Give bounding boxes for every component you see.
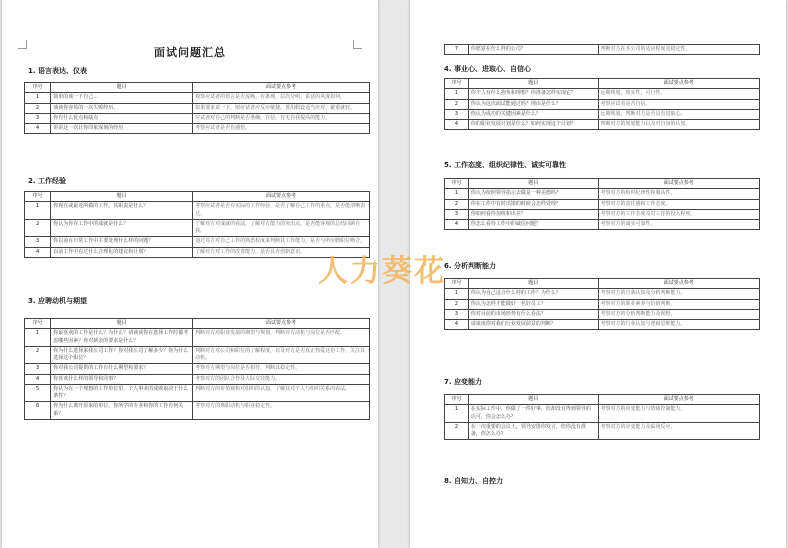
table-header-row — [445, 179, 760, 189]
table-row — [445, 299, 760, 309]
section-heading-6: 6. 分析判断能力 — [444, 262, 496, 270]
focus-cell: 考察对方期望与岗位是否相符，判断其稳定性。 — [193, 364, 370, 374]
table-row — [445, 89, 760, 99]
row-number: 4 — [445, 320, 469, 330]
question-cell: 你对我公司提供的工作有什么期望和要求？ — [51, 364, 193, 374]
header-question: 题目 — [468, 179, 598, 189]
header-no: 序号 — [445, 279, 469, 289]
section-heading-1: 1. 语言表达、仪表 — [28, 67, 87, 75]
section-heading-7: 7. 应变能力 — [444, 378, 482, 386]
question-cell: 谈谈你容易的一次失败经历。 — [51, 103, 193, 113]
table-header-row — [25, 83, 370, 93]
row-number: 2 — [25, 219, 51, 237]
row-number: 4 — [445, 120, 469, 130]
row-number: 3 — [25, 364, 51, 374]
row-number: 1 — [25, 93, 51, 103]
row-number: 1 — [25, 329, 51, 347]
table-row — [25, 202, 370, 220]
header-focus: 面试要点参考 — [193, 192, 370, 202]
focus-cell: 通过对方对自己工作的熟悉程度来判断其工作能力，是否与所应聘职位吻合。 — [193, 237, 370, 247]
question-cell: 你认为按照领导指示去做是一种美德吗？ — [468, 189, 598, 199]
header-no: 序号 — [25, 192, 51, 202]
focus-cell: 考察对方的组织纪律性和服从性。 — [598, 189, 760, 199]
focus-cell: 判断对方的规划能力以及对自身的认知。 — [598, 120, 760, 130]
question-cell: 你为什么选择来我公司工作？你对我公司了解多少？你为什么选择这个职位？ — [51, 346, 193, 364]
row-number: 2 — [25, 346, 51, 364]
question-cell: 你喜欢什么样的领导和同事？ — [51, 374, 193, 384]
question-cell: 你认为自己适合什么样的工作？为什么？ — [468, 289, 598, 299]
question-cell: 你如何看待加班和出差？ — [468, 209, 598, 219]
table-row — [445, 120, 760, 130]
row-number: 1 — [445, 289, 469, 299]
table-row — [445, 189, 760, 199]
header-focus: 面试要点参考 — [598, 179, 760, 189]
question-cell: 请谈谈你对我们行业发展前景的判断？ — [468, 320, 598, 330]
question-cell: 你愿意在什么样的公司？ — [468, 45, 598, 55]
question-cell: 简单的谈一下自己… — [51, 93, 193, 103]
question-cell: 你对目前的市场形势有什么看法？ — [468, 309, 598, 319]
focus-cell: 考察应试者是否自信。 — [598, 99, 760, 109]
header-question: 题目 — [51, 319, 193, 329]
focus-cell: 远期规划，判断对方是否具有进取心。 — [598, 109, 760, 119]
question-cell: 以前工作中有过什么合理化的建议和计划？ — [51, 247, 193, 257]
focus-cell: 观察应试者的语言是否流畅，有条理，层次分明，讲话的风度如何。 — [193, 93, 370, 103]
row-number: 4 — [25, 374, 51, 384]
row-number: 1 — [25, 202, 51, 220]
table-row — [445, 99, 760, 109]
table-row — [25, 124, 370, 134]
question-cell: 你的职业发展计划是什么？如何实现这个计划？ — [468, 120, 598, 130]
row-number: 3 — [445, 109, 469, 119]
header-no: 序号 — [445, 395, 469, 405]
focus-cell: 考察对方的工作态度及对工作的投入程度。 — [598, 209, 760, 219]
table-row — [25, 374, 370, 384]
focus-cell: 考察对方的职业素养与价值判断。 — [598, 299, 760, 309]
focus-cell: 考察对方的应变能力及临场反应。 — [598, 422, 760, 440]
table-row — [25, 219, 370, 237]
table-row — [25, 329, 370, 347]
row-number: 2 — [445, 199, 469, 209]
table-row — [25, 93, 370, 103]
table-row — [25, 384, 370, 402]
focus-cell: 判断对方对公司和职位的了解程度，以及对方是否真正热爱这份工作，关注其动机。 — [193, 346, 370, 364]
focus-cell: 了解对方对工作的改善能力，是否具有创新意识。 — [193, 247, 370, 257]
question-table-6 — [444, 278, 760, 330]
header-question: 题目 — [468, 279, 598, 289]
header-focus: 面试要点参考 — [193, 83, 370, 93]
table-row — [25, 364, 370, 374]
row-number: 4 — [25, 124, 51, 134]
question-table-3 — [24, 318, 370, 420]
table-row — [445, 289, 760, 299]
focus-cell: 考察对方的分析判断能力及视野。 — [598, 309, 760, 319]
section-heading-2: 2. 工作经验 — [28, 177, 66, 185]
header-focus: 面试要点参考 — [598, 79, 760, 89]
row-number: 3 — [445, 209, 469, 219]
row-number: 1 — [445, 189, 469, 199]
table-header-row — [445, 395, 760, 405]
row-number: 2 — [25, 103, 51, 113]
table-row — [25, 402, 370, 420]
header-no: 序号 — [25, 83, 51, 93]
focus-cell: 应试者对自己的判断是否准确，自信，有无自我提高的能力。 — [193, 113, 370, 123]
section-heading-5: 5. 工作态度、组织纪律性、诚实可靠性 — [444, 161, 566, 169]
question-cell: 在一次重要的会议上，领导安排你发言，但你没有准备，你怎么办？ — [468, 422, 598, 440]
document-title: 面试问题汇总 — [154, 46, 226, 59]
table-row — [445, 405, 760, 423]
question-cell: 你现在或最近所做的工作，其职责是什么？ — [51, 202, 193, 220]
question-table-5 — [444, 178, 760, 230]
row-number: 2 — [445, 99, 469, 109]
header-no: 序号 — [445, 79, 469, 89]
row-number: 4 — [445, 220, 469, 230]
header-question: 题目 — [468, 395, 598, 405]
focus-cell: 远期规划，现实性，可行性。 — [598, 89, 760, 99]
question-cell: 你有什么优点和缺点 — [51, 113, 193, 123]
row-number: 2 — [445, 422, 469, 440]
focus-cell: 考察应试者是否有实际的工作经验，是否了解自己工作的重点，是否能清晰表达。 — [193, 202, 370, 220]
question-cell: 你在工作中有时出错的时候会怎样处理？ — [468, 199, 598, 209]
focus-cell: 考察应试者是否有感悟。 — [193, 124, 370, 134]
question-cell: 你认为怎样才能做好一名好员工？ — [468, 299, 598, 309]
focus-cell: 如果要求说一下，则应试者应反应敏捷，善用假设适当应对，避重就轻。 — [193, 103, 370, 113]
header-focus: 面试要点参考 — [598, 279, 760, 289]
question-cell: 讲讲这一次让你印象深刻的经历 — [51, 124, 193, 134]
question-cell: 你认为你在工作中的成就是什么？ — [51, 219, 193, 237]
focus-cell: 考察对方的自我认知及分析判断能力。 — [598, 289, 760, 299]
question-cell: 你怎么看待工作中的诚信问题？ — [468, 220, 598, 230]
question-cell: 你认为成功的关键因素是什么？ — [468, 109, 598, 119]
row-number: 3 — [25, 237, 51, 247]
header-focus: 面试要点参考 — [598, 395, 760, 405]
table-header-row — [445, 279, 760, 289]
question-cell: 你为什么离开原来的单位，你所学的专业和你的工作有何关系？ — [51, 402, 193, 420]
table-row — [25, 103, 370, 113]
header-question: 题目 — [51, 192, 193, 202]
question-cell: 你最喜欢的工作是什么？为什么？请谈谈你在选择工作时都考虑哪些因素？你对薪金的要求是什么？ — [51, 329, 193, 347]
focus-cell: 考察对方的团队合作及人际交往能力。 — [193, 374, 370, 384]
row-number: 1 — [445, 405, 469, 423]
row-number: 3 — [25, 113, 51, 123]
focus-cell: 判断对方对职业发展的期望与规划，判断对方动机与岗位是否匹配。 — [193, 329, 370, 347]
table-row — [445, 220, 760, 230]
table-row — [25, 346, 370, 364]
question-table-4 — [444, 78, 760, 130]
section-heading-3: 3. 应聘动机与期望 — [28, 297, 87, 305]
table-row — [445, 109, 760, 119]
section-heading-8: 8. 自知力、自控力 — [444, 477, 503, 485]
watermark-text: 人力葵花 — [318, 254, 446, 289]
table-row — [445, 309, 760, 319]
question-cell: 你认为这次面试能通过吗？理由是什么？ — [468, 99, 598, 109]
focus-cell: 考察对方的诚实可靠性。 — [598, 220, 760, 230]
question-cell: 你个人有什么抱负和理想？你准备怎样实现它？ — [468, 89, 598, 99]
table-header-row — [445, 79, 760, 89]
row-number: 2 — [445, 299, 469, 309]
table-header-row — [25, 192, 370, 202]
row-number: 1 — [445, 89, 469, 99]
header-no: 序号 — [25, 319, 51, 329]
table-header-row — [25, 319, 370, 329]
table-row — [445, 199, 760, 209]
document-page-right — [410, 0, 786, 548]
row-number: 5 — [25, 384, 51, 402]
header-no: 序号 — [445, 179, 469, 189]
table-row — [445, 422, 760, 440]
focus-cell: 考察对方的应变能力与情绪控制能力。 — [598, 405, 760, 423]
focus-cell: 考察对方的行业认知与逻辑思维能力。 — [598, 320, 760, 330]
question-cell: 你以前在日常工作中主要处理什么样的问题？ — [51, 237, 193, 247]
section-heading-4: 4. 事业心、进取心、自信心 — [444, 65, 531, 73]
table-row — [445, 209, 760, 219]
header-question: 题目 — [51, 83, 193, 93]
question-table-1 — [24, 82, 370, 134]
header-question: 题目 — [468, 79, 598, 89]
row-number: 7 — [445, 45, 469, 55]
focus-cell: 考察对方的离职动机与职业稳定性。 — [193, 402, 370, 420]
focus-cell: 考察对方的责任感和工作态度。 — [598, 199, 760, 209]
focus-cell: 判断对方在本公司的适应程度及稳定性。 — [598, 45, 760, 55]
question-cell: 你认为在一个理想的工作单位里，个人事业的成败取决于什么条件？ — [51, 384, 193, 402]
focus-cell: 了解对方对成就的看法，了解对方能力的突出点，是否能客观的总结回顾自我。 — [193, 219, 370, 237]
header-focus: 面试要点参考 — [193, 319, 370, 329]
question-table-continued — [444, 44, 760, 55]
row-number: 6 — [25, 402, 51, 420]
question-table-7 — [444, 394, 760, 440]
focus-cell: 判断对方的价值观和对组织的认知，了解其对个人与组织关系的看法。 — [193, 384, 370, 402]
table-row — [25, 113, 370, 123]
row-number: 3 — [445, 309, 469, 319]
table-row — [445, 320, 760, 330]
table-row — [445, 45, 760, 55]
question-cell: 在实际工作中，你做了一件好事，但却没有得到领导的认可，你会怎么办？ — [468, 405, 598, 423]
row-number: 4 — [25, 247, 51, 257]
